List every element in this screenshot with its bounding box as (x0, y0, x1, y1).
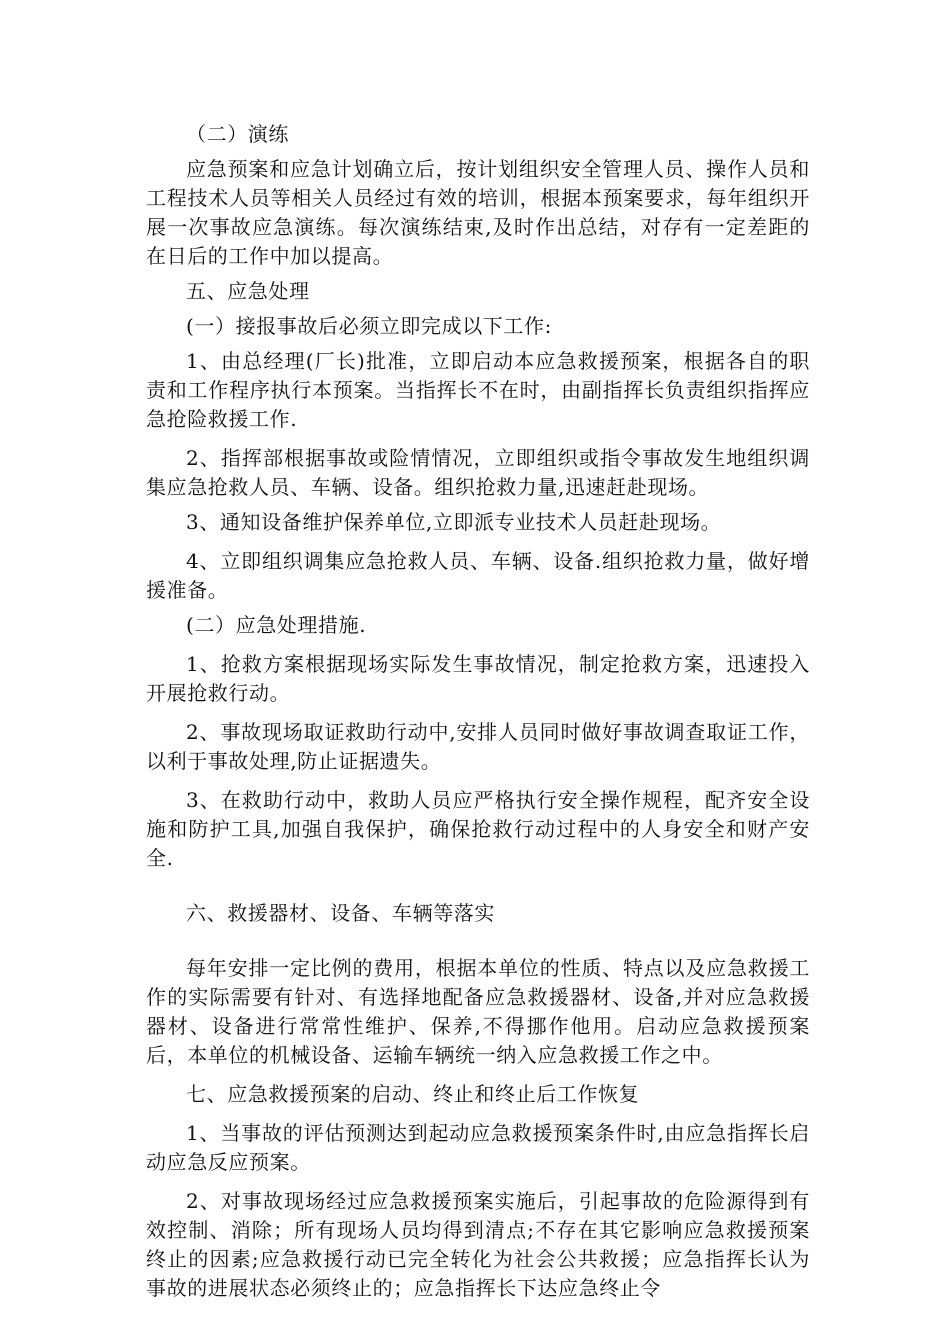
paragraph-item-2: 2、指挥部根据事故或险情情况，立即组织或指令事故发生地组织调集应急抢救人员、车辆、设备。组织抢救力量,迅速赶赴现场。 (146, 446, 810, 499)
subsection-heading-after-report: (一）接报事故后必须立即完成以下工作: (186, 314, 552, 338)
paragraph-item-1: 1、由总经理(厂长)批准，立即启动本应急救援预案，根据各自的职责和工作程序执行本预案。当指挥长不在时，由副指挥长负责组织指挥应急抢险救援工作. (146, 349, 810, 431)
paragraph-item-3: 3、通知设备维护保养单位,立即派专业技术人员赶赴现场。 (186, 510, 722, 534)
paragraph-measure-1: 1、抢救方案根据现场实际发生事故情况，制定抢救方案，迅速投入开展抢救行动。 (146, 652, 810, 705)
subsection-heading-measures: (二）应急处理措施. (186, 613, 367, 637)
paragraph-activation-1: 1、当事故的评估预测达到起动应急救援预案条件时,由应急指挥长启动应急反应预案。 (146, 1121, 810, 1174)
section-heading-activation: 七、应急救援预案的启动、终止和终止后工作恢复 (186, 1082, 640, 1106)
paragraph-equipment: 每年安排一定比例的费用，根据本单位的性质、特点以及应急救援工作的实际需要有针对、有选择地配备应急救援器材、设备,并对应急救援器材、设备进行常常性维护、保养,不得挪作他用。启动应急救援预案后，本单位的机械设备、运输车辆统一纳入应急救援工作之中。 (146, 956, 810, 1067)
paragraph-drill: 应急预案和应急计划确立后，按计划组织安全管理人员、操作人员和工程技术人员等相关人员经过有效的培训，根据本预案要求，每年组织开展一次事故应急演练。每次演练结束,及时作出总结，对存有一定差距的在日后的工作中加以提高。 (146, 157, 810, 268)
paragraph-measure-2: 2、事故现场取证救助行动中,安排人员同时做好事故调查取证工作，以利于事故处理,防止证据遗失。 (146, 720, 810, 773)
paragraph-item-4: 4、立即组织调集应急抢救人员、车辆、设备.组织抢救力量，做好增援准备。 (146, 549, 810, 602)
paragraph-measure-3: 3、在救助行动中，救助人员应严格执行安全操作规程，配齐安全设施和防护工具,加强自我保护，确保抢救行动过程中的人身安全和财产安全. (146, 788, 810, 870)
section-heading-emergency-handling: 五、应急处理 (186, 279, 310, 303)
paragraph-activation-2: 2、对事故现场经过应急救援预案实施后，引起事故的危险源得到有效控制、消除；所有现场人员均得到清点;不存在其它影响应急救援预案终止的因素;应急救援行动已完全转化为社会公共救援；应急指挥长认为事故的进展状态必须终止的；应急指挥长下达应急终止令 (146, 1189, 810, 1300)
document-body (146, 120, 810, 1303)
section-heading-equipment: 六、救援器材、设备、车辆等落实 (186, 901, 495, 925)
section-heading-drill: （二）演练 (186, 122, 289, 146)
